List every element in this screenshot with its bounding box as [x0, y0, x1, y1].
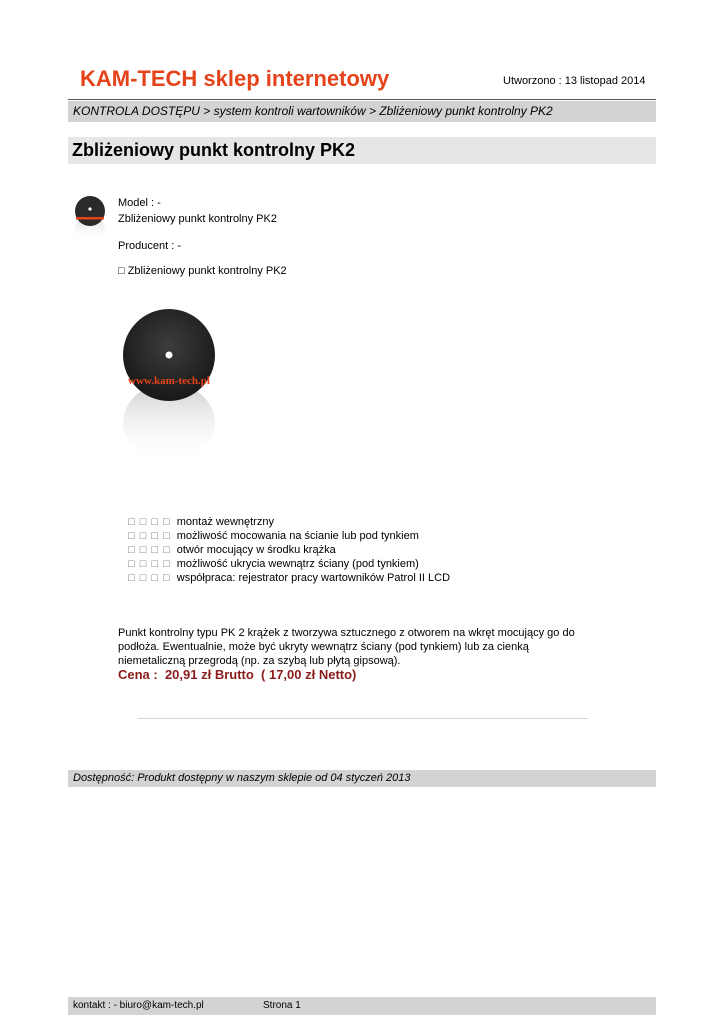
producer-label: Producent : -: [118, 240, 181, 252]
feature-text: otwór mocujący w środku krążka: [176, 544, 336, 556]
feature-item: [128, 515, 450, 529]
checkbox-icons: □ □ □ □: [128, 544, 171, 556]
page-number: Strona 1: [263, 1000, 301, 1011]
checkbox-icons: □ □ □ □: [128, 516, 171, 528]
image-caption: □ Zbliżeniowy punkt kontrolny PK2: [118, 265, 287, 277]
feature-text: montaż wewnętrzny: [176, 516, 274, 528]
availability-text: Dostępność: Produkt dostępny w naszym sklepie od 04 styczeń 2013: [73, 772, 411, 784]
watermark-text: www.kam-tech.pl: [128, 375, 210, 387]
header-divider: [68, 99, 656, 100]
product-thumbnail[interactable]: [72, 193, 108, 245]
feature-item: [128, 529, 450, 543]
feature-item: [128, 557, 450, 571]
breadcrumb[interactable]: KONTROLA DOSTĘPU > system kontroli wartowników > Zbliżeniowy punkt kontrolny PK2: [73, 104, 553, 118]
feature-text: współpraca: rejestrator pracy wartowników Patrol II LCD: [176, 572, 451, 584]
feature-item: [128, 543, 450, 557]
product-title: Zbliżeniowy punkt kontrolny PK2: [72, 140, 356, 160]
feature-item: [128, 571, 450, 585]
site-title: KAM-TECH sklep internetowy: [80, 66, 390, 91]
checkbox-icons: □ □ □ □: [128, 572, 171, 584]
feature-list: [128, 515, 450, 585]
product-photo: [114, 308, 224, 468]
feature-text: możliwość ukrycia wewnątrz ściany (pod tynkiem): [176, 558, 419, 570]
created-date: Utworzono : 13 listopad 2014: [503, 75, 646, 87]
model-label: Model : -: [118, 197, 161, 209]
product-description: Punkt kontrolny typu PK 2 krążek z tworzywa sztucznego z otworem na wkręt mocujący go do podłoża. Ewentualnie, może być ukryty wewnątrz ściany (pod tynkiem) lub za cienką niemetaliczną przegrodą (np. za szybą lub płytą gipsową).: [118, 627, 575, 667]
checkbox-icons: □ □ □ □: [128, 558, 171, 570]
contact-info[interactable]: kontakt : - biuro@kam-tech.pl: [73, 1000, 204, 1011]
separator: [138, 718, 588, 719]
model-name: Zbliżeniowy punkt kontrolny PK2: [118, 213, 277, 225]
product-price: Cena : 20,91 zł Brutto ( 17,00 zł Netto): [118, 667, 357, 682]
feature-text: możliwość mocowania na ścianie lub pod tynkiem: [176, 530, 419, 542]
checkbox-icons: □ □ □ □: [128, 530, 171, 542]
